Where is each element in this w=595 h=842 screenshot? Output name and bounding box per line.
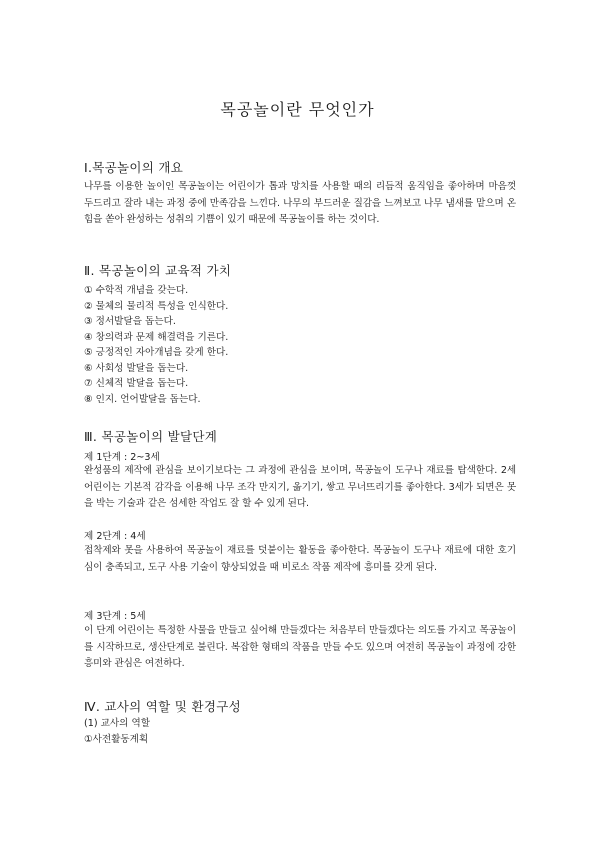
section-2-heading: Ⅱ. 목공놀이의 교육적 가치	[84, 263, 232, 278]
list-item: ⑤ 긍정적인 자아개념을 갖게 한다.	[84, 347, 229, 358]
stage-2-body: 접착제와 못을 사용하여 목공놀이 재료를 덧붙이는 활동을 좋아한다. 목공놀이 도구나 재료에 대한 호기심이 충족되고, 도구 사용 기술이 향상되었을 때 비로소 작품 제작에 흥미를 갖게 된다.	[84, 545, 516, 573]
stage-1-label: 제 1단계 : 2~3세	[84, 452, 160, 463]
stage-3-label: 제 3단계 : 5세	[84, 611, 146, 622]
list-item: ③ 정서발달을 돕는다.	[84, 316, 176, 327]
section-3-heading: Ⅲ. 목공놀이의 발달단계	[84, 429, 218, 444]
stage-1-body: 완성품의 제작에 관심을 보이기보다는 그 과정에 관심을 보이며, 목공놀이 도구나 재료를 탐색한다. 2세 어린이는 기본적 감각을 이용해 나무 조각 만지기, 옮기기, 쌓고 무너뜨리기를 좋아한다. 3세가 되면은 못을 박는 기술과 같은 섬세한 작업도 잘 할 수 있게 된다.	[84, 465, 516, 509]
list-item: ⑥ 사회성 발달을 돕는다.	[84, 362, 189, 374]
subsection-teacher-role: (1) 교사의 역할	[84, 718, 151, 729]
section-1-body: 나무를 이용한 놀이인 목공놀이는 어린이가 톱과 망치를 사용할 때의 리듬적 움직임을 좋아하며 마음껏 두드리고 잘라 내는 과정 중에 만족감을 느낀다. 나무의 부드러운 질감을 느껴보고 나무 냄새를 맡으며 온 힘을 쏟아 완성하는 성취의 기쁨이 있기 때문에 목공놀이를 하는 것이다.	[84, 181, 516, 225]
list-item: ⑦ 신체적 발달을 돕는다.	[84, 378, 189, 389]
section-1-heading: Ⅰ.목공놀이의 개요	[84, 160, 184, 175]
stage-2-label: 제 2단계 : 4세	[84, 531, 146, 542]
list-item: ① 수학적 개념을 갖는다.	[84, 285, 189, 296]
section-4-heading: Ⅳ. 교사의 역할 및 환경구성	[84, 699, 241, 714]
list-item: ④ 창의력과 문제 해결력을 기른다.	[84, 331, 229, 343]
values-list	[84, 283, 228, 407]
list-item: ⑧ 인지. 언어발달을 돕는다.	[84, 393, 201, 405]
stage-3-body: 이 단계 어린이는 특정한 사물을 만들고 싶어해 만들겠다는 처음부터 만들겠다는 의도를 가지고 목공놀이를 시작하므로, 생산단계로 불린다. 복잡한 형태의 작품을 만들 수도 있으며 여전히 목공놀이 과정에 강한 흥미와 관심은 여전하다.	[84, 625, 516, 669]
page-title: 목공놀이란 무엇인가	[220, 100, 375, 119]
subsection-pre-activity-plan: ①사전활동계획	[84, 734, 149, 745]
list-item: ② 물체의 물리적 특성을 인식한다.	[84, 300, 229, 312]
